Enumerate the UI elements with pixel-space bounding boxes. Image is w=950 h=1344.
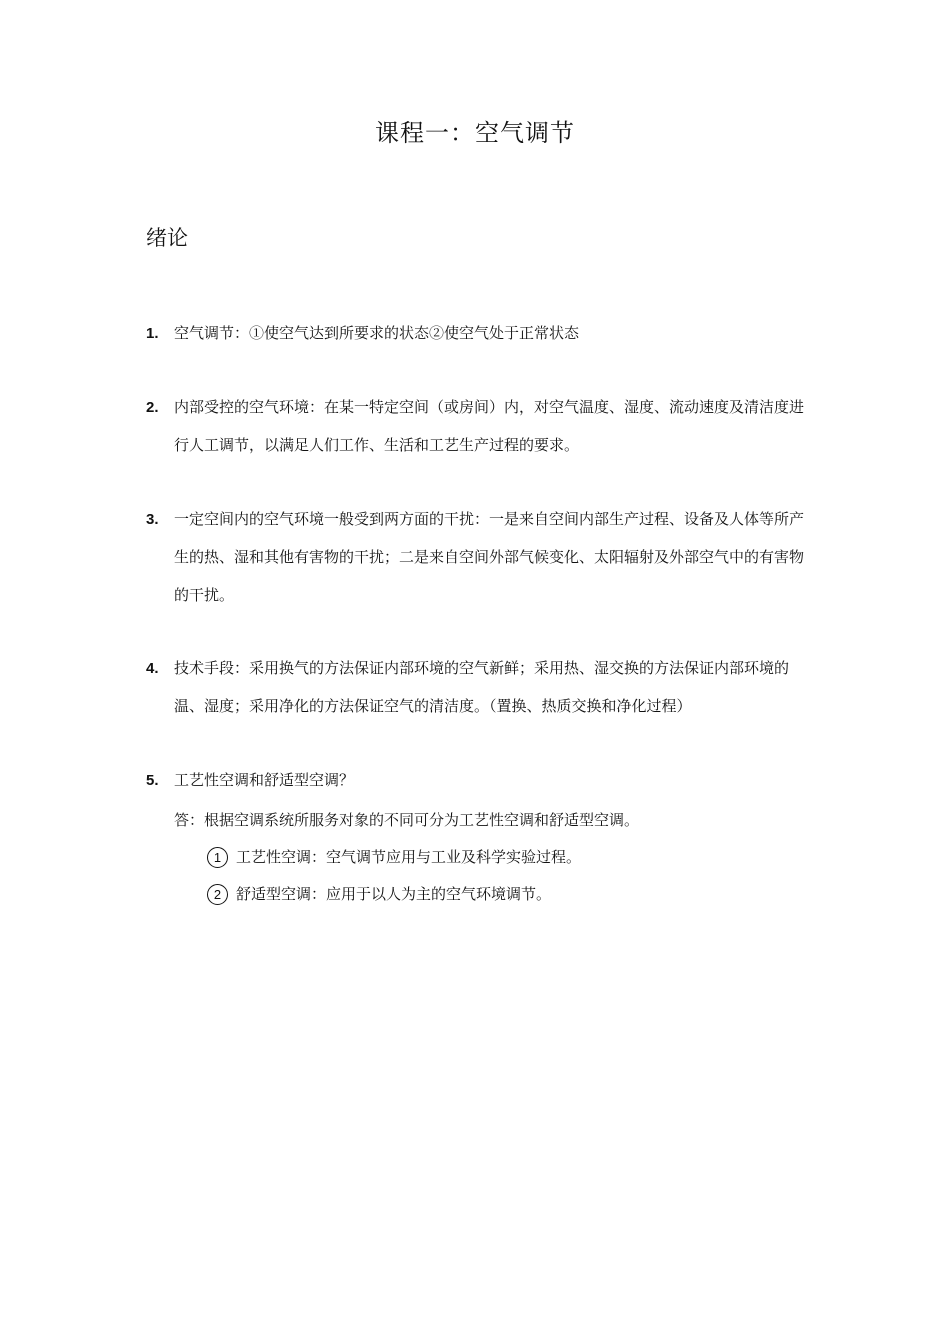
sub-item xyxy=(207,846,581,869)
answer-text: 答：根据空调系统所服务对象的不同可分为工艺性空调和舒适型空调。 xyxy=(174,811,640,829)
item-number: 2. xyxy=(146,399,159,416)
item-number: 1. xyxy=(146,325,159,342)
item-text: 内部受控的空气环境：在某一特定空间（或房间）内，对空气温度、湿度、流动速度及清洁度进行人工调节，以满足人们工作、生活和工艺生产过程的要求。 xyxy=(174,398,805,454)
item-text: 空气调节：①使空气达到所要求的状态②使空气处于正常状态 xyxy=(174,324,580,342)
sub-item xyxy=(207,883,551,906)
page-title: 课程一：空气调节 xyxy=(375,119,575,147)
item-number: 4. xyxy=(146,660,159,677)
circled-number: 1 xyxy=(207,847,228,868)
item-number: 5. xyxy=(146,772,159,789)
section-heading: 绪论 xyxy=(146,226,188,250)
sub-item-text: 舒适型空调：应用于以人为主的空气环境调节。 xyxy=(236,885,552,903)
item-text: 一定空间内的空气环境一般受到两方面的干扰：一是来自空间内部生产过程、设备及人体等所产生的热、湿和其他有害物的干扰；二是来自空间外部气候变化、太阳辐射及外部空气中的有害物的干扰。 xyxy=(174,510,805,604)
item-number: 3. xyxy=(146,511,159,528)
sub-item-text: 工艺性空调：空气调节应用与工业及科学实验过程。 xyxy=(236,848,582,866)
item-question: 工艺性空调和舒适型空调？ xyxy=(174,771,355,789)
item-text: 技术手段：采用换气的方法保证内部环境的空气新鲜；采用热、湿交换的方法保证内部环境的温、湿度；采用净化的方法保证空气的清洁度。（置换、热质交换和净化过程） xyxy=(174,659,790,715)
circled-number: 2 xyxy=(207,884,228,905)
